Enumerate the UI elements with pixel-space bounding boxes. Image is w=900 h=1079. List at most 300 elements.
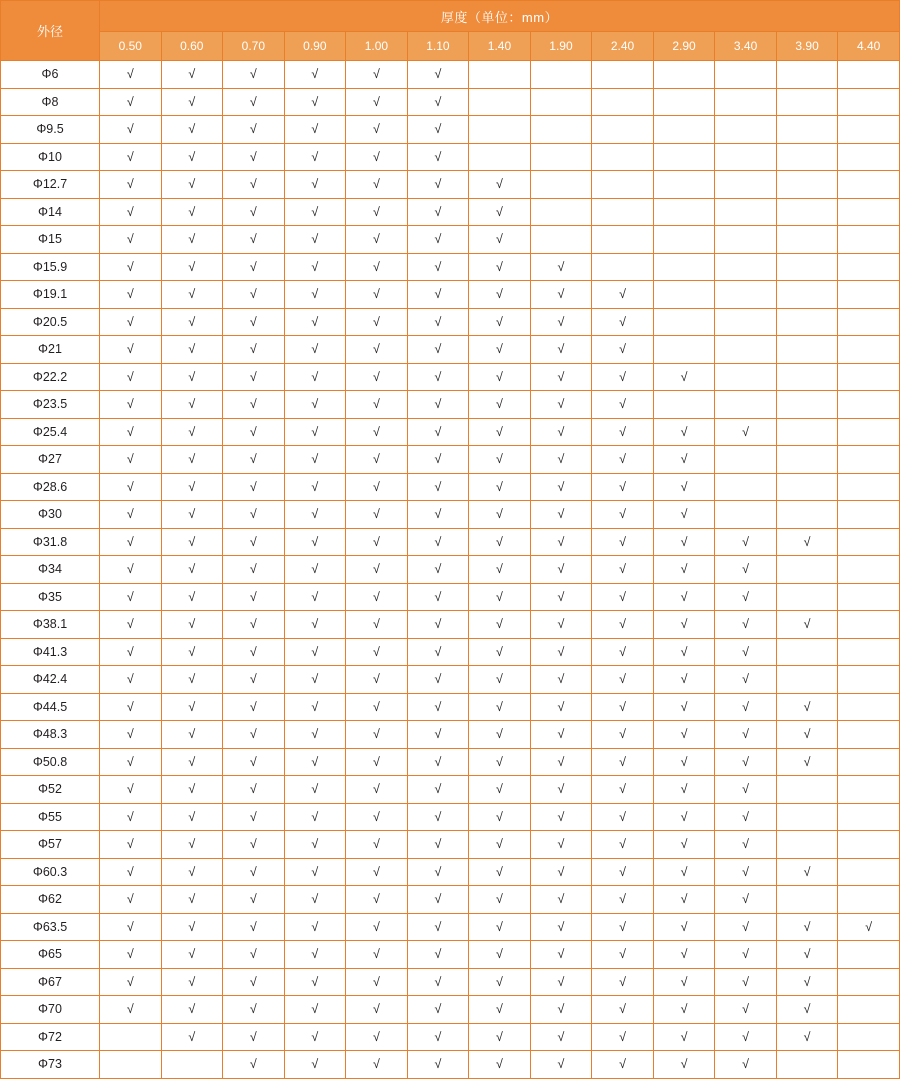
check-icon: √ bbox=[434, 837, 442, 852]
check-icon: √ bbox=[372, 67, 380, 82]
cell-available bbox=[469, 501, 531, 529]
cell-available bbox=[776, 1023, 838, 1051]
cell-empty bbox=[838, 611, 900, 639]
cell-available bbox=[653, 363, 715, 391]
check-icon: √ bbox=[496, 974, 503, 989]
check-icon: √ bbox=[126, 562, 134, 577]
cell-available bbox=[653, 473, 715, 501]
cell-available bbox=[653, 1051, 715, 1079]
header-thickness-0.70: 0.70 bbox=[223, 32, 285, 61]
cell-empty bbox=[715, 198, 777, 226]
check-icon: √ bbox=[742, 782, 750, 797]
check-icon: √ bbox=[742, 617, 750, 632]
check-icon: √ bbox=[126, 1002, 134, 1017]
check-icon: √ bbox=[188, 644, 196, 659]
check-icon: √ bbox=[434, 259, 442, 274]
check-icon: √ bbox=[619, 287, 626, 302]
cell-available bbox=[284, 308, 346, 336]
cell-available bbox=[715, 941, 777, 969]
table-row bbox=[1, 556, 900, 584]
cell-available bbox=[223, 281, 285, 309]
cell-available bbox=[469, 418, 531, 446]
cell-empty bbox=[653, 88, 715, 116]
check-icon: √ bbox=[619, 534, 626, 549]
check-icon: √ bbox=[434, 864, 442, 879]
cell-empty bbox=[469, 88, 531, 116]
cell-empty bbox=[715, 88, 777, 116]
table-row bbox=[1, 913, 900, 941]
check-icon: √ bbox=[619, 974, 626, 989]
check-icon: √ bbox=[372, 479, 380, 494]
cell-available bbox=[100, 941, 162, 969]
check-icon: √ bbox=[311, 589, 319, 604]
cell-empty bbox=[776, 1051, 838, 1079]
check-icon: √ bbox=[619, 507, 626, 522]
cell-available bbox=[346, 913, 408, 941]
check-icon: √ bbox=[249, 342, 257, 357]
check-icon: √ bbox=[126, 919, 134, 934]
cell-empty bbox=[776, 776, 838, 804]
cell-available bbox=[530, 913, 592, 941]
cell-available bbox=[715, 666, 777, 694]
header-thickness-1.90: 1.90 bbox=[530, 32, 592, 61]
cell-empty bbox=[653, 171, 715, 199]
table-row bbox=[1, 968, 900, 996]
cell-available bbox=[530, 858, 592, 886]
check-icon: √ bbox=[742, 1057, 750, 1072]
table-row bbox=[1, 61, 900, 89]
cell-available bbox=[284, 473, 346, 501]
cell-available bbox=[469, 996, 531, 1024]
check-icon: √ bbox=[249, 424, 257, 439]
table-row bbox=[1, 336, 900, 364]
row-diameter-label: Φ21 bbox=[1, 336, 100, 364]
check-icon: √ bbox=[803, 974, 811, 989]
check-icon: √ bbox=[126, 699, 134, 714]
check-icon: √ bbox=[188, 837, 196, 852]
cell-available bbox=[161, 913, 223, 941]
check-icon: √ bbox=[557, 864, 565, 879]
check-icon: √ bbox=[496, 1057, 503, 1072]
cell-available bbox=[469, 886, 531, 914]
check-icon: √ bbox=[249, 672, 257, 687]
cell-empty bbox=[592, 198, 654, 226]
cell-available bbox=[653, 721, 715, 749]
cell-available bbox=[469, 666, 531, 694]
cell-empty bbox=[715, 391, 777, 419]
check-icon: √ bbox=[803, 699, 811, 714]
cell-available bbox=[592, 831, 654, 859]
cell-empty bbox=[592, 253, 654, 281]
cell-available bbox=[346, 666, 408, 694]
cell-available bbox=[346, 171, 408, 199]
check-icon: √ bbox=[742, 699, 750, 714]
check-icon: √ bbox=[803, 919, 811, 934]
row-diameter-label: Φ15.9 bbox=[1, 253, 100, 281]
cell-empty bbox=[838, 473, 900, 501]
check-icon: √ bbox=[557, 369, 565, 384]
cell-available bbox=[776, 996, 838, 1024]
cell-available bbox=[100, 721, 162, 749]
check-icon: √ bbox=[557, 699, 565, 714]
cell-empty bbox=[838, 996, 900, 1024]
check-icon: √ bbox=[557, 259, 565, 274]
cell-available bbox=[223, 721, 285, 749]
check-icon: √ bbox=[311, 314, 319, 329]
table-row bbox=[1, 831, 900, 859]
check-icon: √ bbox=[188, 699, 196, 714]
cell-available bbox=[284, 748, 346, 776]
row-diameter-label: Φ19.1 bbox=[1, 281, 100, 309]
row-diameter-label: Φ31.8 bbox=[1, 528, 100, 556]
cell-available bbox=[284, 803, 346, 831]
cell-available bbox=[346, 803, 408, 831]
cell-available bbox=[407, 336, 469, 364]
check-icon: √ bbox=[434, 479, 442, 494]
cell-available bbox=[284, 171, 346, 199]
cell-available bbox=[715, 418, 777, 446]
cell-available bbox=[592, 528, 654, 556]
cell-empty bbox=[653, 61, 715, 89]
check-icon: √ bbox=[434, 644, 442, 659]
check-icon: √ bbox=[372, 919, 380, 934]
row-diameter-label: Φ12.7 bbox=[1, 171, 100, 199]
check-icon: √ bbox=[434, 452, 442, 467]
cell-available bbox=[530, 968, 592, 996]
cell-available bbox=[346, 198, 408, 226]
check-icon: √ bbox=[742, 534, 750, 549]
check-icon: √ bbox=[434, 122, 442, 137]
check-icon: √ bbox=[496, 754, 503, 769]
cell-available bbox=[653, 858, 715, 886]
check-icon: √ bbox=[311, 754, 319, 769]
cell-available bbox=[469, 308, 531, 336]
table-row bbox=[1, 666, 900, 694]
check-icon: √ bbox=[372, 1029, 380, 1044]
check-icon: √ bbox=[188, 892, 196, 907]
check-icon: √ bbox=[249, 177, 257, 192]
check-icon: √ bbox=[126, 369, 134, 384]
cell-available bbox=[653, 968, 715, 996]
check-icon: √ bbox=[619, 1057, 626, 1072]
cell-empty bbox=[715, 363, 777, 391]
check-icon: √ bbox=[372, 617, 380, 632]
check-icon: √ bbox=[126, 727, 134, 742]
check-icon: √ bbox=[126, 809, 134, 824]
check-icon: √ bbox=[619, 699, 626, 714]
cell-available bbox=[346, 418, 408, 446]
check-icon: √ bbox=[803, 754, 811, 769]
cell-empty bbox=[776, 363, 838, 391]
cell-available bbox=[346, 61, 408, 89]
cell-available bbox=[407, 996, 469, 1024]
cell-available bbox=[530, 748, 592, 776]
header-thickness-2.40: 2.40 bbox=[592, 32, 654, 61]
cell-available bbox=[653, 556, 715, 584]
check-icon: √ bbox=[188, 534, 196, 549]
cell-empty bbox=[776, 583, 838, 611]
header-thickness-0.50: 0.50 bbox=[100, 32, 162, 61]
cell-available bbox=[469, 253, 531, 281]
cell-available bbox=[407, 308, 469, 336]
cell-available bbox=[100, 281, 162, 309]
check-icon: √ bbox=[188, 204, 196, 219]
cell-available bbox=[100, 446, 162, 474]
check-icon: √ bbox=[249, 94, 257, 109]
check-icon: √ bbox=[311, 947, 319, 962]
cell-empty bbox=[838, 583, 900, 611]
cell-available bbox=[284, 556, 346, 584]
cell-available bbox=[592, 968, 654, 996]
cell-available bbox=[346, 446, 408, 474]
check-icon: √ bbox=[742, 644, 750, 659]
cell-available bbox=[407, 1023, 469, 1051]
check-icon: √ bbox=[803, 534, 811, 549]
cell-available bbox=[223, 803, 285, 831]
cell-available bbox=[100, 968, 162, 996]
cell-available bbox=[346, 253, 408, 281]
cell-available bbox=[715, 611, 777, 639]
cell-available bbox=[530, 473, 592, 501]
check-icon: √ bbox=[126, 342, 134, 357]
check-icon: √ bbox=[188, 369, 196, 384]
check-icon: √ bbox=[496, 892, 503, 907]
check-icon: √ bbox=[680, 919, 688, 934]
cell-available bbox=[653, 611, 715, 639]
cell-available bbox=[592, 556, 654, 584]
check-icon: √ bbox=[126, 177, 134, 192]
header-outer-diameter: 外径 bbox=[1, 1, 100, 61]
cell-available bbox=[407, 473, 469, 501]
cell-empty bbox=[776, 88, 838, 116]
cell-available bbox=[407, 721, 469, 749]
table-row bbox=[1, 858, 900, 886]
check-icon: √ bbox=[434, 892, 442, 907]
cell-available bbox=[469, 831, 531, 859]
check-icon: √ bbox=[742, 809, 750, 824]
cell-available bbox=[161, 61, 223, 89]
cell-available bbox=[161, 666, 223, 694]
cell-empty bbox=[776, 446, 838, 474]
cell-empty bbox=[530, 226, 592, 254]
check-icon: √ bbox=[496, 177, 503, 192]
cell-available bbox=[161, 941, 223, 969]
table-row bbox=[1, 996, 900, 1024]
table-row bbox=[1, 363, 900, 391]
check-icon: √ bbox=[188, 94, 196, 109]
cell-available bbox=[407, 1051, 469, 1079]
cell-available bbox=[530, 693, 592, 721]
cell-available bbox=[530, 446, 592, 474]
cell-available bbox=[346, 693, 408, 721]
cell-available bbox=[100, 336, 162, 364]
check-icon: √ bbox=[372, 452, 380, 467]
check-icon: √ bbox=[680, 534, 688, 549]
cell-empty bbox=[838, 61, 900, 89]
cell-available bbox=[161, 253, 223, 281]
check-icon: √ bbox=[680, 837, 688, 852]
check-icon: √ bbox=[680, 1002, 688, 1017]
check-icon: √ bbox=[557, 314, 565, 329]
cell-available bbox=[100, 116, 162, 144]
check-icon: √ bbox=[680, 947, 688, 962]
check-icon: √ bbox=[434, 672, 442, 687]
check-icon: √ bbox=[311, 919, 319, 934]
cell-available bbox=[223, 556, 285, 584]
check-icon: √ bbox=[311, 562, 319, 577]
check-icon: √ bbox=[742, 589, 750, 604]
cell-empty bbox=[838, 88, 900, 116]
check-icon: √ bbox=[619, 782, 626, 797]
cell-available bbox=[838, 913, 900, 941]
table-row bbox=[1, 226, 900, 254]
check-icon: √ bbox=[557, 754, 565, 769]
cell-available bbox=[346, 116, 408, 144]
check-icon: √ bbox=[249, 699, 257, 714]
cell-empty bbox=[592, 116, 654, 144]
cell-empty bbox=[653, 253, 715, 281]
cell-available bbox=[469, 391, 531, 419]
cell-empty bbox=[838, 198, 900, 226]
check-icon: √ bbox=[680, 617, 688, 632]
cell-empty bbox=[776, 171, 838, 199]
cell-available bbox=[284, 1023, 346, 1051]
table-row bbox=[1, 446, 900, 474]
row-diameter-label: Φ73 bbox=[1, 1051, 100, 1079]
cell-available bbox=[161, 501, 223, 529]
cell-available bbox=[346, 363, 408, 391]
cell-available bbox=[284, 1051, 346, 1079]
check-icon: √ bbox=[496, 232, 503, 247]
cell-empty bbox=[530, 61, 592, 89]
cell-empty bbox=[838, 776, 900, 804]
cell-available bbox=[284, 336, 346, 364]
cell-available bbox=[776, 968, 838, 996]
cell-available bbox=[653, 803, 715, 831]
cell-available bbox=[715, 693, 777, 721]
check-icon: √ bbox=[249, 507, 257, 522]
cell-empty bbox=[469, 61, 531, 89]
check-icon: √ bbox=[803, 864, 811, 879]
cell-empty bbox=[838, 253, 900, 281]
cell-available bbox=[346, 308, 408, 336]
check-icon: √ bbox=[126, 397, 134, 412]
check-icon: √ bbox=[434, 754, 442, 769]
cell-available bbox=[592, 996, 654, 1024]
cell-available bbox=[653, 913, 715, 941]
cell-empty bbox=[776, 253, 838, 281]
cell-available bbox=[223, 858, 285, 886]
cell-empty bbox=[653, 281, 715, 309]
header-row-group bbox=[1, 1, 900, 32]
cell-available bbox=[530, 611, 592, 639]
cell-available bbox=[100, 803, 162, 831]
cell-available bbox=[469, 941, 531, 969]
check-icon: √ bbox=[311, 452, 319, 467]
check-icon: √ bbox=[126, 204, 134, 219]
cell-empty bbox=[838, 281, 900, 309]
check-icon: √ bbox=[126, 754, 134, 769]
cell-available bbox=[346, 941, 408, 969]
cell-empty bbox=[653, 391, 715, 419]
check-icon: √ bbox=[188, 232, 196, 247]
cell-available bbox=[469, 528, 531, 556]
table-row bbox=[1, 391, 900, 419]
cell-empty bbox=[530, 116, 592, 144]
check-icon: √ bbox=[372, 947, 380, 962]
check-icon: √ bbox=[619, 479, 626, 494]
check-icon: √ bbox=[249, 782, 257, 797]
check-icon: √ bbox=[249, 837, 257, 852]
cell-available bbox=[161, 776, 223, 804]
cell-available bbox=[715, 528, 777, 556]
cell-available bbox=[592, 391, 654, 419]
cell-available bbox=[469, 363, 531, 391]
check-icon: √ bbox=[249, 369, 257, 384]
cell-empty bbox=[838, 1023, 900, 1051]
cell-empty bbox=[776, 666, 838, 694]
check-icon: √ bbox=[188, 424, 196, 439]
cell-available bbox=[100, 886, 162, 914]
cell-available bbox=[100, 528, 162, 556]
cell-empty bbox=[838, 556, 900, 584]
header-thickness-3.40: 3.40 bbox=[715, 32, 777, 61]
cell-available bbox=[223, 143, 285, 171]
table-row bbox=[1, 171, 900, 199]
check-icon: √ bbox=[803, 1029, 811, 1044]
cell-available bbox=[530, 501, 592, 529]
cell-empty bbox=[776, 281, 838, 309]
table-row bbox=[1, 721, 900, 749]
cell-available bbox=[715, 886, 777, 914]
check-icon: √ bbox=[249, 204, 257, 219]
cell-available bbox=[346, 583, 408, 611]
check-icon: √ bbox=[372, 507, 380, 522]
cell-empty bbox=[715, 336, 777, 364]
check-icon: √ bbox=[126, 617, 134, 632]
check-icon: √ bbox=[742, 837, 750, 852]
check-icon: √ bbox=[496, 507, 503, 522]
check-icon: √ bbox=[372, 259, 380, 274]
row-diameter-label: Φ70 bbox=[1, 996, 100, 1024]
check-icon: √ bbox=[496, 534, 503, 549]
table-row bbox=[1, 583, 900, 611]
check-icon: √ bbox=[188, 589, 196, 604]
cell-empty bbox=[100, 1023, 162, 1051]
check-icon: √ bbox=[126, 864, 134, 879]
check-icon: √ bbox=[434, 782, 442, 797]
cell-available bbox=[161, 831, 223, 859]
cell-available bbox=[469, 583, 531, 611]
cell-available bbox=[346, 721, 408, 749]
check-icon: √ bbox=[249, 727, 257, 742]
table-row bbox=[1, 611, 900, 639]
cell-empty bbox=[653, 336, 715, 364]
cell-available bbox=[592, 803, 654, 831]
cell-available bbox=[407, 803, 469, 831]
cell-available bbox=[469, 776, 531, 804]
header-thickness-0.90: 0.90 bbox=[284, 32, 346, 61]
check-icon: √ bbox=[803, 617, 811, 632]
check-icon: √ bbox=[434, 397, 442, 412]
check-icon: √ bbox=[742, 754, 750, 769]
check-icon: √ bbox=[680, 699, 688, 714]
check-icon: √ bbox=[311, 259, 319, 274]
check-icon: √ bbox=[680, 727, 688, 742]
cell-available bbox=[223, 501, 285, 529]
check-icon: √ bbox=[126, 782, 134, 797]
check-icon: √ bbox=[619, 369, 626, 384]
